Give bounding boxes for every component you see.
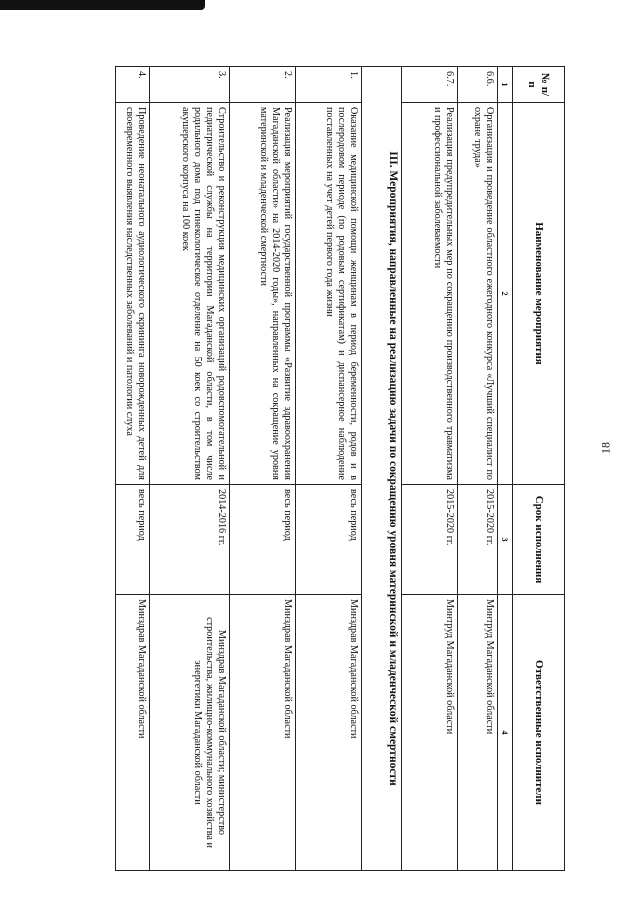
page-number: 18 <box>598 442 613 454</box>
header-row <box>513 67 565 871</box>
row-name: Реализация предупредительных мер по сокращению производственного травматизма и профессиональной заболеваемости <box>401 103 457 485</box>
scan-edge-bar <box>0 0 205 10</box>
row-num: 3. <box>149 67 229 103</box>
header-name: Наименование мероприятия <box>513 103 565 485</box>
table-row <box>149 67 229 871</box>
row-num: 1. <box>295 67 361 103</box>
row-num: 2. <box>229 67 295 103</box>
row-responsible: Минздрав Магаданской области; министерство строительства, жилищно-коммунального хозяйства и энергетики Магаданской области <box>149 595 229 871</box>
row-term: 2015-2020 гг. <box>401 485 457 595</box>
column-index-cell: 4 <box>497 595 512 871</box>
row-name: Оказание медицинской помощи женщинам в период беременности, родов и в послеродовом периоде (по родовым сертификатам) и диспансерное наблюдение поставленных на учет детей первого года жизни <box>295 103 361 485</box>
column-index-row <box>497 67 512 871</box>
row-term: весь период <box>229 485 295 595</box>
row-num: 6.7. <box>401 67 457 103</box>
row-name: Проведение неонатального аудиологического скрининга новорожденных детей для своевременного выявления наследственных заболеваний и патологии слуха <box>116 103 150 485</box>
table-row <box>457 67 497 871</box>
row-responsible: Минтруд Магаданской области <box>457 595 497 871</box>
header-responsible: Ответственные исполнители <box>513 595 565 871</box>
header-term: Срок исполнения <box>513 485 565 595</box>
row-name: Реализация мероприятий государственной программы «Развитие здравоохранения Магаданской области» на 2014-2020 годы», направленных на сокращение уровня материнской и младенческой смертности <box>229 103 295 485</box>
column-index-cell: 3 <box>497 485 512 595</box>
row-responsible: Минздрав Магаданской области <box>229 595 295 871</box>
row-term: весь период <box>295 485 361 595</box>
table-row <box>229 67 295 871</box>
column-index-cell: 1 <box>497 67 512 103</box>
row-responsible: Минздрав Магаданской области <box>295 595 361 871</box>
section-row <box>361 67 401 871</box>
table-row <box>116 67 150 871</box>
measures-table <box>115 66 565 871</box>
rotated-page-content <box>115 66 565 870</box>
row-term: 2014-2016 гг. <box>149 485 229 595</box>
row-num: 6.6. <box>457 67 497 103</box>
column-index-cell: 2 <box>497 103 512 485</box>
row-responsible: Минтруд Магаданской области <box>401 595 457 871</box>
table-row <box>295 67 361 871</box>
row-term: 2015-2020 гг. <box>457 485 497 595</box>
row-name: Строительство и реконструкция медицинских организаций родовспомогательной и педиатрической службы на территории Магаданской области, в том числе родильного дома под гинекологическое отделение на 50 коек со строительством акушерского корпуса на 100 коек <box>149 103 229 485</box>
row-responsible: Минздрав Магаданской области <box>116 595 150 871</box>
row-name: Организация и проведение областного ежегодного конкурса «Лучший специалист по охране труда» <box>457 103 497 485</box>
section-title: III. Мероприятия, направленные на реализацию задачи по сокращению уровня материнской и младенческой смертности <box>361 67 401 871</box>
row-num: 4. <box>116 67 150 103</box>
row-term: весь период <box>116 485 150 595</box>
table-row <box>401 67 457 871</box>
header-num: № п/п <box>513 67 565 103</box>
